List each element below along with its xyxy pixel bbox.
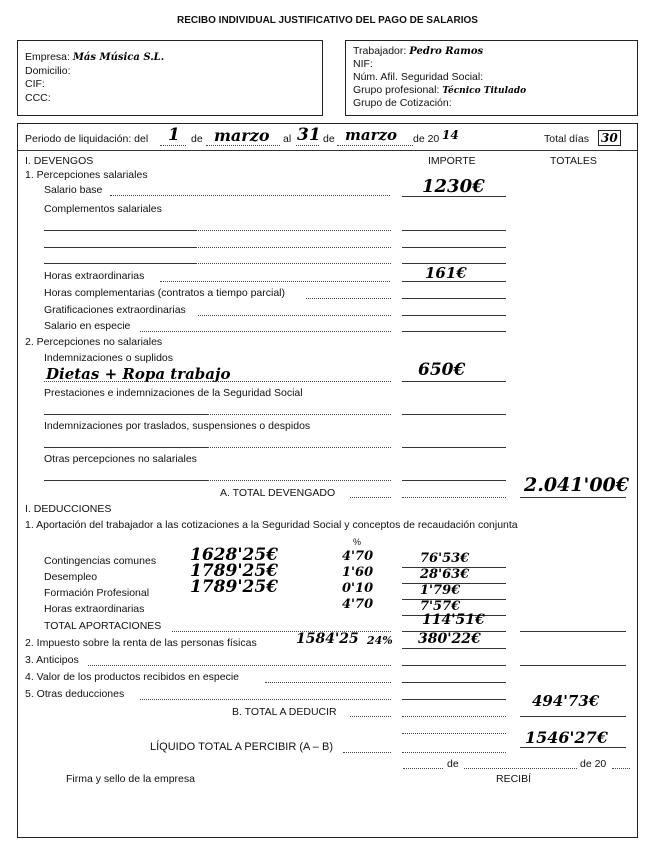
compl-dots-2 [196,247,391,248]
prestaciones-dots [208,414,391,415]
deduccion-importe: 28'63€ [420,567,470,582]
periodo-label: Periodo de liquidación: del [25,133,149,145]
deduccion-label: Desempleo [44,571,98,583]
irpf-base: 1584'25 [296,631,359,647]
deduccion-pct: 4'70 [342,597,374,612]
deducciones-heading: I. DEDUCCIONES [25,503,112,515]
total-deducir-label: B. TOTAL A DEDUCIR [232,706,337,718]
total-aportaciones-value: 114'51€ [422,612,485,628]
indemn-line-a [44,447,208,448]
afil-label: Núm. Afil. Seguridad Social: [353,71,484,83]
periodo-anio: 14 [442,128,459,142]
recibi-label: RECIBÍ [496,773,532,785]
totales-header: TOTALES [550,155,597,167]
gratificaciones-line [402,315,506,316]
cotizacion-label: Grupo de Cotización: [353,97,452,109]
anticipos-totales-line [520,665,626,666]
pct-symbol: % [353,537,362,547]
prestaciones-label: Prestaciones e indemnizaciones de la Seguridad Social [44,387,303,399]
compl-imp-1 [402,230,506,231]
total-devengado-dots [350,497,391,498]
deduccion-label: Horas extraordinarias [44,603,145,615]
compl-line-3 [44,263,196,264]
liquido-label: LÍQUIDO TOTAL A PERCIBIR (A – B) [150,741,333,753]
especie-label: 4. Valor de los productos recibidos en especie [25,671,240,683]
periodo-dia-inicio: 1 [168,125,180,145]
firma-empresa-label: Firma y sello de la empresa [66,773,195,785]
indemn-dots [208,447,391,448]
horas-compl-label: Horas complementarias (contratos a tiempo parcial) [44,287,286,299]
importe-header: IMPORTE [428,155,476,167]
trabajador-label: Trabajador: Pedro Ramos [353,45,484,57]
grupo-value: Técnico Titulado [442,86,527,96]
otras-deducciones-line [402,699,506,700]
salario-especie-dots [140,331,391,332]
otras-deducciones-label: 5. Otras deducciones [25,688,125,700]
dietas-dots [44,381,391,382]
deduccion-label: Formación Profesional [44,587,150,599]
liquido-imp-dots [402,752,506,753]
percepciones-salariales: 1. Percepciones salariales [25,169,148,181]
total-aportaciones-totales-line [520,631,626,632]
compl-line-1 [44,230,196,231]
percepciones-no-salariales: 2. Percepciones no salariales [25,336,163,348]
compl-dots-3 [196,263,391,264]
deduccion-importe: 1'79€ [420,583,461,598]
periodo-mes-inicio: marzo [214,126,270,145]
compl-dots-1 [196,230,391,231]
periodo-de-1: de [191,133,203,145]
periodo-al: al [283,133,292,145]
dietas-label: Dietas + Ropa trabajo [46,365,231,383]
periodo-dots-1 [160,145,186,146]
otras-deducciones-dots [140,699,391,700]
total-deducir-value: 494'73€ [532,692,600,710]
firma-dots-3 [612,768,630,769]
firma-dots-1 [403,768,443,769]
deduccion-base: 1789'25€ [190,577,279,597]
irpf-pct: 24% [367,634,393,647]
firma-dots-2 [464,768,577,769]
periodo-dia-fin: 31 [297,125,321,145]
deduccion-base: 1628'25€ [190,545,279,565]
horas-extra-label: Horas extraordinarias [44,270,145,282]
salario-base-label: Salario base [44,184,103,196]
indemnizaciones-suplidos: Indemnizaciones o suplidos [44,352,173,364]
otras-percepciones-dots [208,480,391,481]
firma-de20-label: de 20 [580,758,607,770]
liquido-line [520,747,626,748]
otras-percepciones-label: Otras percepciones no salariales [44,453,197,465]
horas-extra-value: 161€ [425,264,467,282]
total-dias-value: 30 [598,130,621,146]
gratificaciones-dots [198,315,391,316]
deduccion-pct: 1'60 [342,565,374,580]
page-title: RECIBO INDIVIDUAL JUSTIFICATIVO DEL PAGO DE SALARIOS [177,15,478,26]
salario-especie-label: Salario en especie [44,320,131,332]
salario-base-value: 1230€ [422,176,485,197]
empresa-value: Más Música S.L. [72,52,165,63]
indemn-line [402,447,506,448]
total-devengado-value: 2.041'00€ [524,474,629,496]
especie-line [402,682,506,683]
cif-label: CIF: [25,78,45,90]
compl-imp-2 [402,247,506,248]
total-devengado-imp-dots [402,497,506,498]
anticipos-dots [88,665,391,666]
deduccion-base: 1789'25€ [190,561,279,581]
indemn-traslados-label: Indemnizaciones por traslados, suspensiones o despidos [44,420,311,432]
irpf-label: 2. Impuesto sobre la renta de las personas físicas [25,637,257,649]
especie-dots [265,682,391,683]
horas-compl-line [402,298,506,299]
liquido-dots-upper [402,733,506,734]
periodo-separator [17,150,637,151]
gratificaciones-label: Gratificaciones extraordinarias [44,304,186,316]
salario-especie-line [402,331,506,332]
domicilio-label: Domicilio: [25,65,71,77]
periodo-de-3: de 20 [413,133,440,145]
deduccion-pct: 4'70 [342,549,374,564]
grupo-label: Grupo profesional: Técnico Titulado [353,84,527,96]
total-dias-label: Total días [544,133,589,145]
compl-line-2 [44,247,196,248]
irpf-value: 380'22€ [418,631,481,647]
dietas-value: 650€ [418,360,466,380]
deduccion-pct: 0'10 [342,581,374,596]
otras-percepciones-line [402,480,506,481]
liquido-dots [343,752,391,753]
liquido-value: 1546'27€ [525,728,608,747]
anticipos-label: 3. Anticipos [25,654,79,666]
horas-compl-dots [306,298,391,299]
aportacion-label: 1. Aportación del trabajador a las cotizaciones a la Seguridad Social y conceptos de recaudación conjunta [25,519,518,531]
salario-base-dots [110,195,390,196]
periodo-dots-2 [206,145,280,146]
horas-extra-dots [160,281,390,282]
deduccion-label: Contingencias comunes [44,555,157,567]
empresa-label: Empresa: Más Música S.L. [25,51,165,63]
deduccion-importe: 76'53€ [420,551,470,566]
periodo-dots-4 [337,145,413,146]
prestaciones-line [402,414,506,415]
prestaciones-line-a [44,414,208,415]
horas-extra-line [402,281,506,282]
anticipos-line [402,665,506,666]
periodo-mes-fin: marzo [345,126,398,144]
nif-label: NIF: [353,58,373,70]
otras-percepciones-line-a [44,480,208,481]
total-aportaciones-label: TOTAL APORTACIONES [44,620,162,632]
total-deducir-line [520,716,626,717]
total-devengado-line [520,497,626,498]
devengos-heading: I. DEVENGOS [25,155,94,167]
periodo-de-2: de [323,133,335,145]
ccc-label: CCC: [25,92,51,104]
total-deducir-imp-dots [402,716,506,717]
deduccion-importe: 7'57€ [420,599,461,614]
dietas-line [402,381,506,382]
complementos-label: Complementos salariales [44,203,162,215]
firma-de-label: de [447,758,459,770]
total-devengado-label: A. TOTAL DEVENGADO [220,487,336,499]
salario-base-line [402,196,506,197]
trabajador-value: Pedro Ramos [409,46,484,57]
irpf-line [402,648,506,649]
total-deducir-dots [350,716,391,717]
periodo-dots-3 [296,145,319,146]
